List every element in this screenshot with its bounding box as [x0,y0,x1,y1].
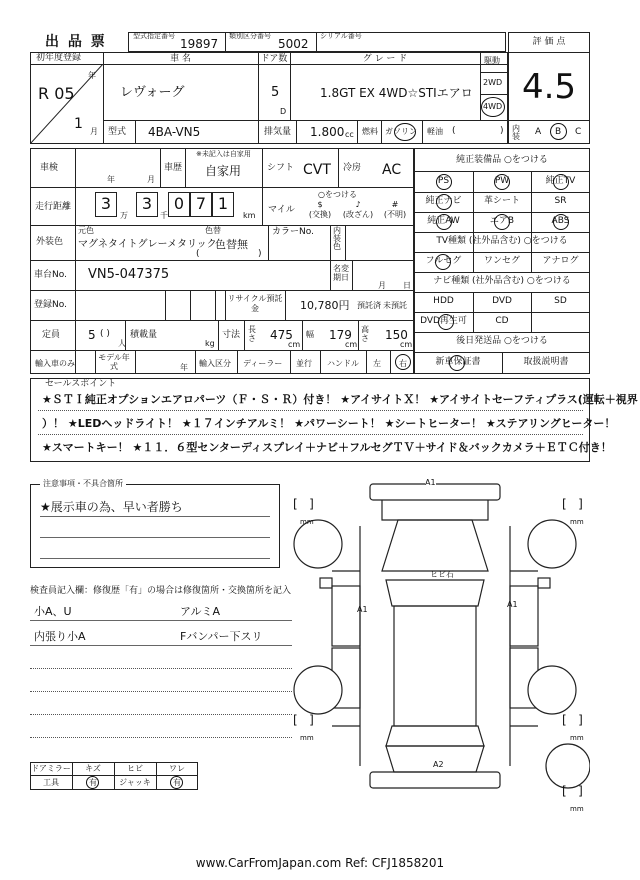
usage-note: ※未記入は自家用 [196,150,251,158]
color-change-value: 色替無 [215,238,248,251]
mileage-digit-4: 7 [195,194,207,213]
tv-fullseg-circle [435,254,451,270]
class-value: 5002 [278,37,309,51]
tyre-rl-unit: mm [300,734,314,742]
car-name-value: レヴォーグ [120,85,185,100]
shift-value: CVT [303,162,331,178]
displacement-label: 排気量 [264,127,292,137]
option-abs: ABS [551,216,570,226]
option-airbag-circle [494,214,510,230]
mile-label: マイル [268,205,295,215]
chassis-label: 車台No. [34,270,67,280]
length-value: 475 [270,328,293,342]
recycle-label: リサイクル預託金 [227,294,283,313]
option-tv: 純正TV [545,176,576,186]
option-pw: PW [494,176,510,186]
displacement-value: 1.800 [310,125,345,139]
navi-hdd: HDD [433,296,454,306]
drive-4wd: 4WD [483,102,503,111]
interior-grade-a: A [535,127,542,137]
chassis-value: VN5-047375 [88,267,170,282]
mileage-digit-5: 1 [217,194,229,213]
title-change-label: 名変期日 [333,264,349,282]
legend-tools: 工具 [43,778,59,787]
dealer-label: ディーラー [243,359,283,368]
car-name-label: 車 名 [170,54,191,64]
rating-value: 4.5 [521,67,577,107]
model-year-unit: 年 [180,363,188,372]
grade-label: グ レ ー ド [362,54,408,64]
color-paren-close: ) [258,249,262,259]
inspector-row2-right: Fバンパー下スリ [180,630,263,643]
first-reg-month: 1 [74,116,83,132]
selling-point-line-2: ）！ ★LEDヘッドライト！ ★１７インチアルミ！ ★パワーシート！ ★シートヒーター！ ★ステアリングヒーター！ [42,417,616,430]
tv-analog: アナログ [542,256,579,266]
option-navi-circle [436,194,452,210]
legend-mirror: ドアミラー [31,764,71,773]
height-unit: cm [400,340,413,349]
capacity-value: 5 [88,328,96,342]
left-label: 左 [373,359,381,368]
width-unit: cm [345,340,358,349]
diesel-paren-close: ) [500,126,504,136]
fuel-circle [394,123,416,141]
reissue-warranty: 新車保証書 [435,357,481,367]
diagram-hood-mark: ヒビ石 [430,570,454,579]
height-value: 150 [385,328,408,342]
usage-label: 車歴 [164,163,183,173]
type-cert-value: 19897 [180,37,219,51]
ac-value: AC [382,162,402,178]
capacity-unit: 人 [118,339,126,348]
orig-color-value: マグネタイトグレーメタリック [78,239,217,250]
exchange-label: $ (交換) [308,200,332,219]
interior-label: 内装 [512,124,520,141]
notes-box [30,484,280,568]
reissue-warranty-circle [449,355,465,371]
color-paren-open: ( [196,249,200,259]
option-leather: 革シート [483,196,520,206]
inspection-label: 車検 [40,163,59,173]
reissue-label: 後日発送品 ○をつける [456,336,548,346]
tyre-rr-unit: mm [570,734,584,742]
first-reg-month-unit: 月 [90,127,98,136]
car-damage-diagram [290,476,590,806]
recycle-value: 10,780円 [300,299,350,312]
grade-value: 1.8GT EX 4WD☆STIエアロ [320,86,473,100]
navi-type-label: ナビ種類 (社外品含む) ○をつける [433,276,571,286]
handle-label: ハンドル [327,359,359,368]
reg-label: 登録No. [34,300,67,310]
height-label: 高さ [361,325,369,343]
ac-label: 冷房 [343,163,362,173]
option-pw-circle [494,174,510,190]
legend-jack-yes: 有 [173,778,181,787]
legend-tools-yes: 有 [89,778,97,787]
tv-oneseg: ワンセグ [483,256,520,266]
color-no-label: カラーNo. [272,227,314,237]
rating-label: 評 価 点 [532,37,566,47]
class-label: 類別区分番号 [229,32,271,40]
navi-dvd: DVD [492,296,512,306]
interior-color-label: 内装色 [333,226,341,251]
reissue-manual: 取扱説明書 [523,357,569,367]
mileage-digit-2: 3 [141,194,153,213]
navi-sd: SD [554,296,567,306]
model-value: 4BA-VN5 [148,125,201,139]
model-label: 型式 [108,127,127,137]
selling-point-line-3: ★スマートキー！ ★１１．６型センターディスプレイ＋ナビ＋フルセグＴＶ＋サイド＆バックカメラ＋ＥＴＣ付き！ [42,441,612,454]
interior-grade-b: B [555,127,562,137]
fuel-label: 燃料 [362,127,378,136]
navi-dvd-play: DVD再生可 [420,316,467,326]
option-aw: 純正AW [427,216,460,226]
recycle-status2: 未預託 [383,301,407,310]
tyre-fl-bracket: [ ] [293,497,314,511]
diagram-rear-mark: A2 [433,760,444,769]
dims-label: 寸法 [222,330,241,340]
inspection-month: 月 [147,175,155,184]
option-navi: 純正ナビ [425,196,462,206]
tyre-fr-bracket: [ ] [562,497,583,511]
usage-value: 自家用 [205,164,242,178]
doors-value: 5 [271,85,280,100]
load-label: 積載量 [130,330,158,340]
mileage-man: 万 [120,211,128,220]
mileage-digit-3: 0 [173,194,185,213]
recycle-status: 預託済 [357,301,381,310]
mileage-sen: 千 [160,211,168,220]
selling-points-label: セールスポイント [45,379,117,389]
tyre-spare-unit: mm [570,805,584,813]
doors-label: ドア数 [260,54,288,64]
option-abs-circle [553,214,569,230]
tyre-rl-bracket: [ ] [293,713,314,727]
mileage-circle-note: ○をつける [318,190,357,199]
type-cert-label: 型式指定番号 [133,32,175,40]
legend-scratch: キズ [85,764,101,773]
mileage-label: 走行距離 [35,202,72,212]
option-airbag: エアB [489,216,515,226]
drive-2wd: 2WD [483,78,503,87]
navi-cd: CD [495,316,509,326]
option-aw-circle [436,214,452,230]
length-label: 長さ [248,325,256,343]
option-ps: PS [437,176,450,186]
import-type-label: 輸入区分 [199,359,231,368]
navi-dvd-play-circle [438,314,454,330]
tv-fullseg: フルセグ [425,256,462,266]
legend-jack: ジャッキ [119,778,151,787]
altered-label: ♪ (改ざん) [342,200,374,219]
interior-grade-c: C [575,127,582,137]
first-reg-label: 初年度登録 [36,53,82,63]
tv-type-label: TV種類 (社外品含む) ○をつける [436,236,568,246]
diagram-front-mark: A1 [425,478,436,487]
option-sr: SR [554,196,567,206]
legend-break: ワレ [169,764,185,773]
first-reg-year-unit: 年 [88,71,96,80]
tyre-fl-unit: mm [300,518,314,526]
selling-point-line-1: ★ＳＴＩ純正オプションエアロパーツ（Ｆ・Ｓ・Ｒ）付き！ ★アイサイトＸ！ ★アイサイトセーフティプラス(運転＋視界 [42,393,638,406]
tyre-rr-bracket: [ ] [562,713,583,727]
drive-4wd-circle [481,97,505,117]
legend-tools-circle [86,776,99,789]
model-year-label: モデル年式 [98,353,130,371]
inspector-row1-left: 小A、U [34,605,72,618]
parallel-label: 並行 [296,359,312,368]
mileage-digit-1: 3 [100,194,112,213]
inspector-row2-left: 内張り小A [34,630,86,643]
doors-suffix: D [280,107,287,116]
interior-b-circle [550,123,567,140]
load-unit: kg [205,339,215,348]
exterior-color-label: 外装色 [36,237,64,247]
length-unit: cm [288,340,301,349]
inspector-row1-right: アルミA [180,605,221,618]
shift-label: シフト [267,163,295,173]
import-label: 輸入車のみ [35,359,75,368]
mileage-unit: km [243,211,256,220]
notes-line-1: ★展示車の為、早い者勝ち [40,500,183,514]
diesel-paren: ( [452,126,456,136]
width-label: 幅 [306,330,314,339]
legend-crack: ヒビ [127,764,143,773]
inspector-label: 検査員記入欄：修復歴「有」の場合は修復箇所・交換箇所を記入 [30,586,292,596]
drive-label: 駆動 [484,56,500,65]
footer-watermark: www.CarFromJapan.com Ref: CFJ1858201 [195,856,445,870]
tyre-spare-bracket: [ ] [562,784,583,798]
right-handle-circle [395,354,411,370]
sheet-title: 出 品 票 [45,34,107,50]
diagram-right-mark: A1 [507,600,518,609]
unknown-label: # (不明) [383,200,407,219]
capacity-paren: ( ) [100,329,110,339]
width-value: 179 [329,328,352,342]
notes-label: 注意事項・不具合箇所 [40,480,126,488]
inspection-year: 年 [107,175,115,184]
capacity-label: 定員 [42,330,61,340]
tyre-fr-unit: mm [570,518,584,526]
color-change-label: 色替 [205,226,221,235]
first-reg-era: R 05 [38,84,75,103]
diagram-left-mark: A1 [357,605,368,614]
right-label: 右 [399,359,407,368]
diesel-label: 軽油 [427,127,443,136]
orig-color-label: 元色 [78,226,94,235]
title-day: 日 [403,281,411,290]
fuel-value: ガソリン [385,127,417,136]
option-tv-circle [553,174,569,190]
displacement-unit: cc [345,130,354,139]
serial-label: シリアル番号 [320,32,362,40]
options-factory-label: 純正装備品 ○をつける [456,155,548,165]
legend-jack-circle [170,776,183,789]
option-ps-circle [436,174,452,190]
title-month: 月 [378,281,386,290]
